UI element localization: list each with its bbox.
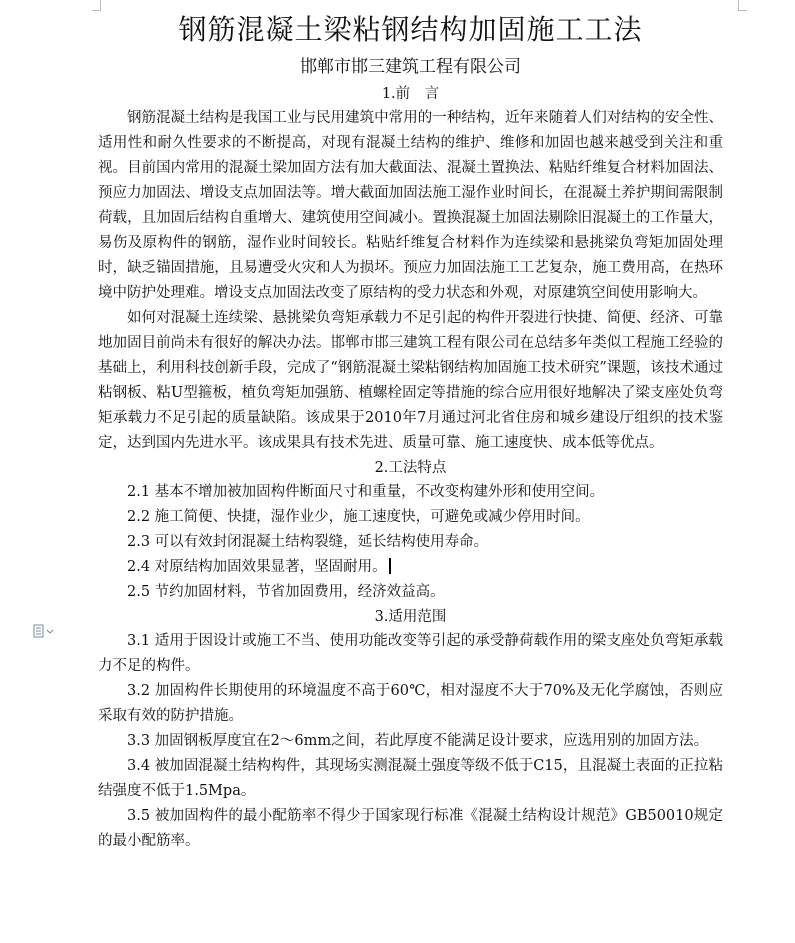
document-options-icon[interactable] xyxy=(33,624,57,638)
feature-item-2-4 xyxy=(98,555,723,580)
feature-item-2-1: 2.1 基本不增加被加固构件断面尺寸和重量，不改变构建外形和使用空间。 xyxy=(127,484,605,500)
paragraph-foreword-1: 钢筋混凝土结构是我国工业与民用建筑中常用的一种结构，近年来随着人们对结构的安全性、适用性和耐久性要求的不断提高，对现有混凝土结构的维护、维修和加固也越来越受到关注和重视。目前国内常用的混凝土梁加固方法有加大截面法、混凝土置换法、粘贴纤维复合材料加固法、预应力加固法、增设支点加固法等。增大截面加固法施工湿作业时间长，在混凝土养护期间需限制荷载，且加固后结构自重增大、建筑使用空间减小。置换混凝土加固法剔除旧混凝土的工作量大，易伤及原构件的钢筋，湿作业时间较长。粘贴纤维复合材料作为连续梁和悬挑梁负弯矩加固处理时，缺乏锚固措施，且易遭受火灾和人为损坏。预应力加固法施工工艺复杂，施工费用高，在热环境中防护处理难。增设支点加固法改变了原结构的受力状态和外观，对原建筑空间使用影响大。 xyxy=(98,110,723,301)
text-cursor xyxy=(389,558,391,574)
scope-item-3-5: 3.5 被加固构件的最小配筋率不得少于国家现行标准《混凝土结构设计规范》GB50010规定的最小配筋率。 xyxy=(98,808,723,849)
company-name: 邯郸市邯三建筑工程有限公司 xyxy=(300,57,521,77)
scope-item-3-2: 3.2 加固构件长期使用的环境温度不高于60℃，相对湿度不大于70%及无化学腐蚀，否则应采取有效的防护措施。 xyxy=(98,683,723,724)
scope-item-3-1: 3.1 适用于因设计或施工不当、使用功能改变等引起的承受静荷载作用的梁支座处负弯矩承载力不足的构件。 xyxy=(98,633,723,674)
page-corner-mark-right xyxy=(738,0,747,11)
feature-item-2-3: 2.3 可以有效封闭混凝土结构裂缝，延长结构使用寿命。 xyxy=(127,534,489,550)
section-heading-features: 2.工法特点 xyxy=(374,460,447,476)
section-heading-foreword: 1.前 言 xyxy=(381,86,440,102)
feature-item-2-4-text: 2.4 对原结构加固效果显著，坚固耐用。 xyxy=(127,559,387,575)
paragraph-foreword-2: 如何对混凝土连续梁、悬挑梁负弯矩承载力不足引起的构件开裂进行快捷、简便、经济、可靠地加固目前尚未有很好的解决办法。邯郸市邯三建筑工程有限公司在总结多年类似工程施工经验的基础上，利用科技创新手段，完成了“钢筋混凝土梁粘钢结构加固施工技术研究”课题，该技术通过粘钢板、粘U型箍板，植负弯矩加强筋、植螺栓固定等措施的综合应用很好地解决了梁支座处负弯矩承载力不足引起的质量缺陷。该成果于2010年7月通过河北省住房和城乡建设厅组织的技术鉴定，达到国内先进水平。该成果具有技术先进、质量可靠、施工速度快、成本低等优点。 xyxy=(98,310,723,451)
scope-item-3-4: 3.4 被加固混凝土结构构件，其现场实测混凝土强度等级不低于C15，且混凝土表面的正拉粘结强度不低于1.5Mpa。 xyxy=(98,758,723,799)
feature-item-2-2: 2.2 施工简便、快捷，湿作业少，施工速度快，可避免或减少停用时间。 xyxy=(127,509,590,525)
section-heading-scope: 3.适用范围 xyxy=(374,609,447,625)
feature-item-2-5: 2.5 节约加固材料，节省加固费用，经济效益高。 xyxy=(127,584,445,600)
document-title: 钢筋混凝土梁粘钢结构加固施工工法 xyxy=(178,13,643,46)
document-page[interactable] xyxy=(98,8,723,854)
scope-item-3-3: 3.3 加固钢板厚度宜在2～6mm之间，若此厚度不能满足设计要求，应选用别的加固方法。 xyxy=(127,733,709,749)
